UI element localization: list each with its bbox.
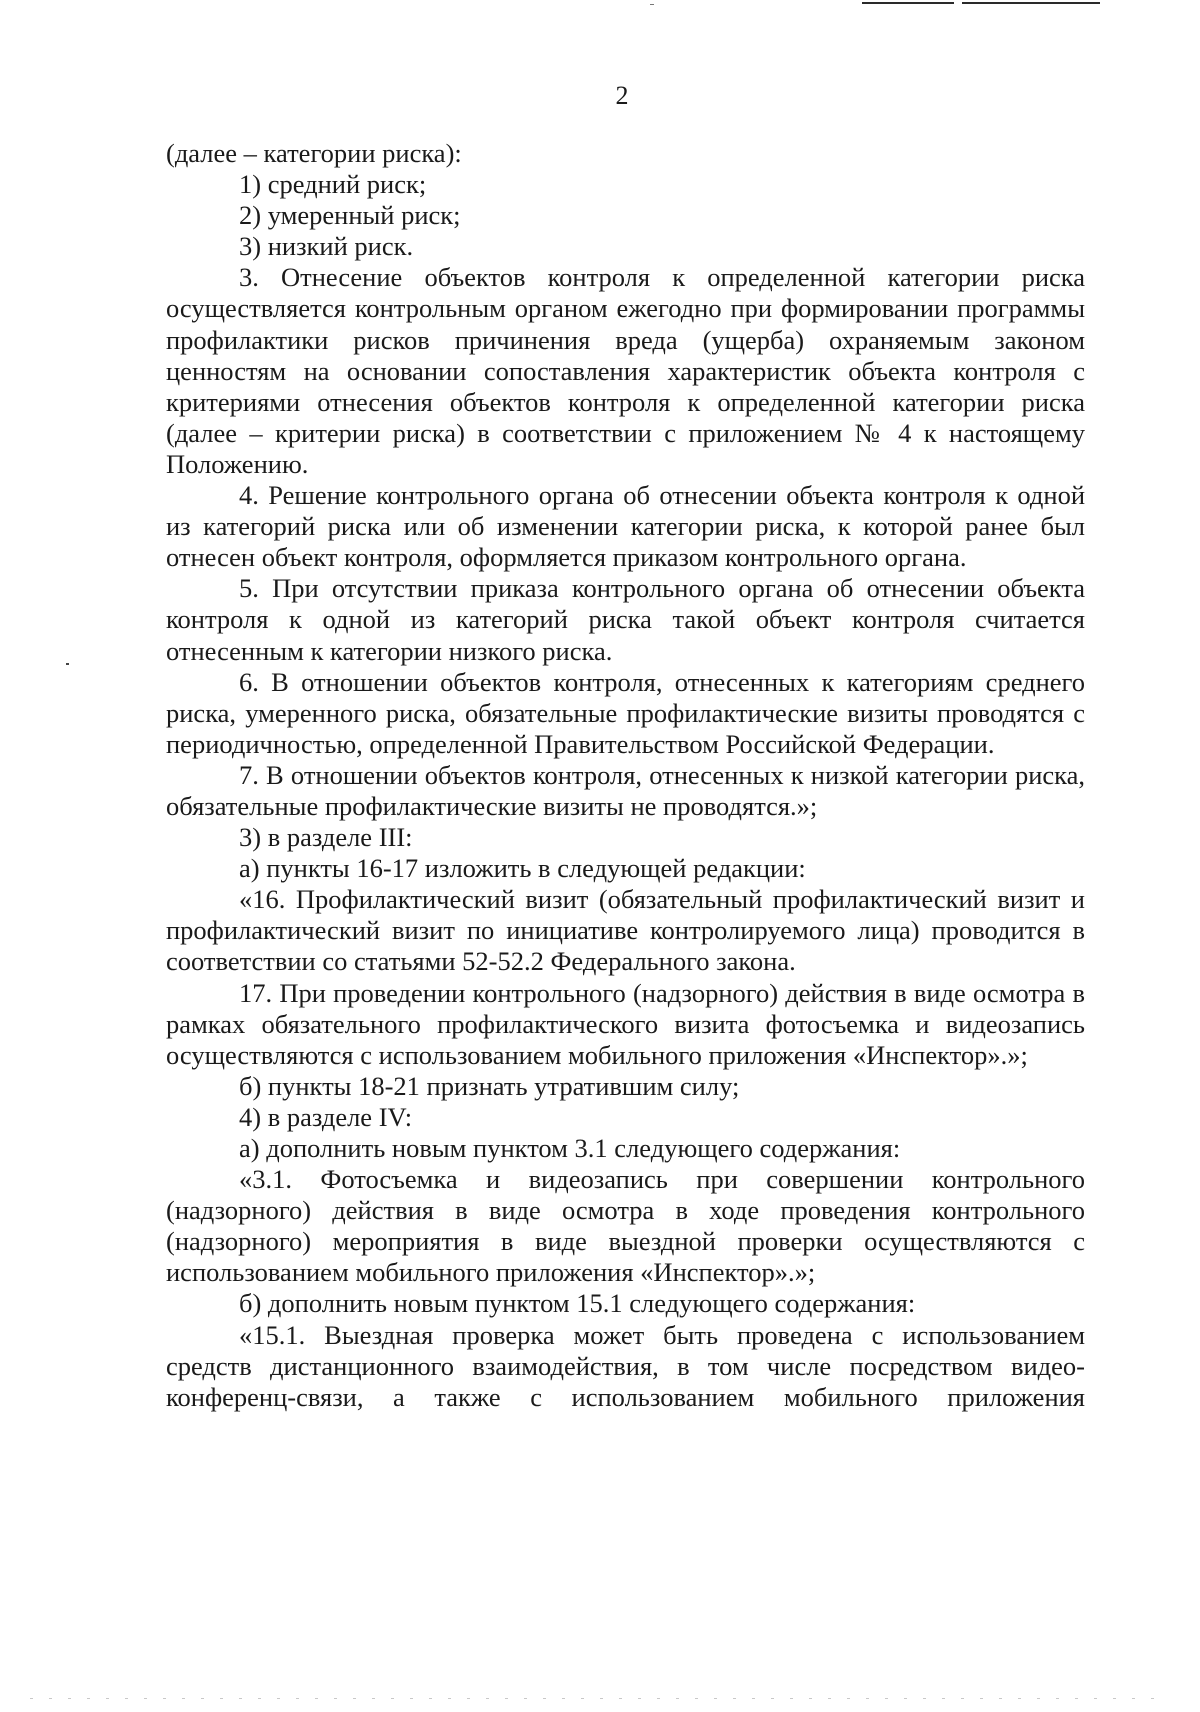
paragraph: 3. Отнесение объектов контроля к определенной категории риска осуществляется контрольным органом ежегодно при формировании программы профилактики рисков причинения вреда (ущерба) охраняемым законом ценностям на основании сопоставления характеристик объекта контроля с критериями отнесения объектов контроля к определенной категории риска (далее – критерии риска) в соответствии с приложением № 4 к настоящему Положению. xyxy=(166,262,1085,479)
paragraph: б) пункты 18-21 признать утратившим силу; xyxy=(239,1070,740,1101)
scan-artifact-dot xyxy=(66,663,69,665)
scan-artifact-line xyxy=(962,2,1100,4)
paragraph: а) дополнить новым пунктом 3.1 следующего содержания: xyxy=(239,1133,901,1163)
scan-artifact-line xyxy=(862,2,954,4)
paragraph: 4. Решение контрольного органа об отнесении объекта контроля к одной из категорий риска или об изменении категории риска, к которой ранее был отнесен объект контроля, оформляется приказом контрольного органа. xyxy=(166,480,1085,573)
paragraph: 3) низкий риск. xyxy=(239,231,414,262)
paragraph: 5. При отсутствии приказа контрольного органа об отнесении объекта контроля к одной из категорий риска такой объект контроля считается отнесенным к категории низкого риска. xyxy=(166,573,1085,666)
paragraph: б) дополнить новым пунктом 15.1 следующего содержания: xyxy=(239,1288,916,1319)
scan-artifact-bottom-edge xyxy=(30,1698,1170,1699)
paragraph: (далее – категории риска): xyxy=(166,138,462,168)
paragraph: 2) умеренный риск; xyxy=(239,200,461,231)
paragraph: «3.1. Фотосъемка и видеозапись при совершении контрольного (надзорного) действия в виде осмотра в ходе проведения контрольного (надзорного) мероприятия в виде выездной проверки осуществляются с использованием мобильного приложения «Инспектор».»; xyxy=(166,1164,1085,1288)
document-body xyxy=(166,138,1085,1413)
paragraph: «15.1. Выездная проверка может быть проведена с использованием средств дистанционного взаимодействия, в том числе посредством видео-конференц-связи, а также с использованием мобильного приложения xyxy=(166,1319,1085,1412)
paragraph: 17. При проведении контрольного (надзорного) действия в виде осмотра в рамках обязательного профилактического визита фотосъемка и видеозапись осуществляются с использованием мобильного приложения «Инспектор».»; xyxy=(166,977,1085,1070)
page-number: 2 xyxy=(615,81,629,110)
paragraph: 7. В отношении объектов контроля, отнесенных к низкой категории риска, обязательные профилактические визиты не проводятся.»; xyxy=(166,759,1085,821)
paragraph: «16. Профилактический визит (обязательный профилактический визит и профилактический визит по инициативе контролируемого лица) проводится в соответствии со статьями 52-52.2 Федерального закона. xyxy=(166,884,1085,977)
paragraph: 3) в разделе III: xyxy=(239,822,413,853)
paragraph: 4) в разделе IV: xyxy=(239,1101,413,1132)
paragraph: 6. В отношении объектов контроля, отнесенных к категориям среднего риска, умеренного риска, обязательные профилактические визиты проводятся с периодичностью, определенной Правительством Российской Федерации. xyxy=(166,666,1085,759)
scan-artifact-mark xyxy=(650,4,654,5)
paragraph: 1) средний риск; xyxy=(239,169,427,200)
paragraph: а) пункты 16-17 изложить в следующей редакции: xyxy=(239,853,806,884)
